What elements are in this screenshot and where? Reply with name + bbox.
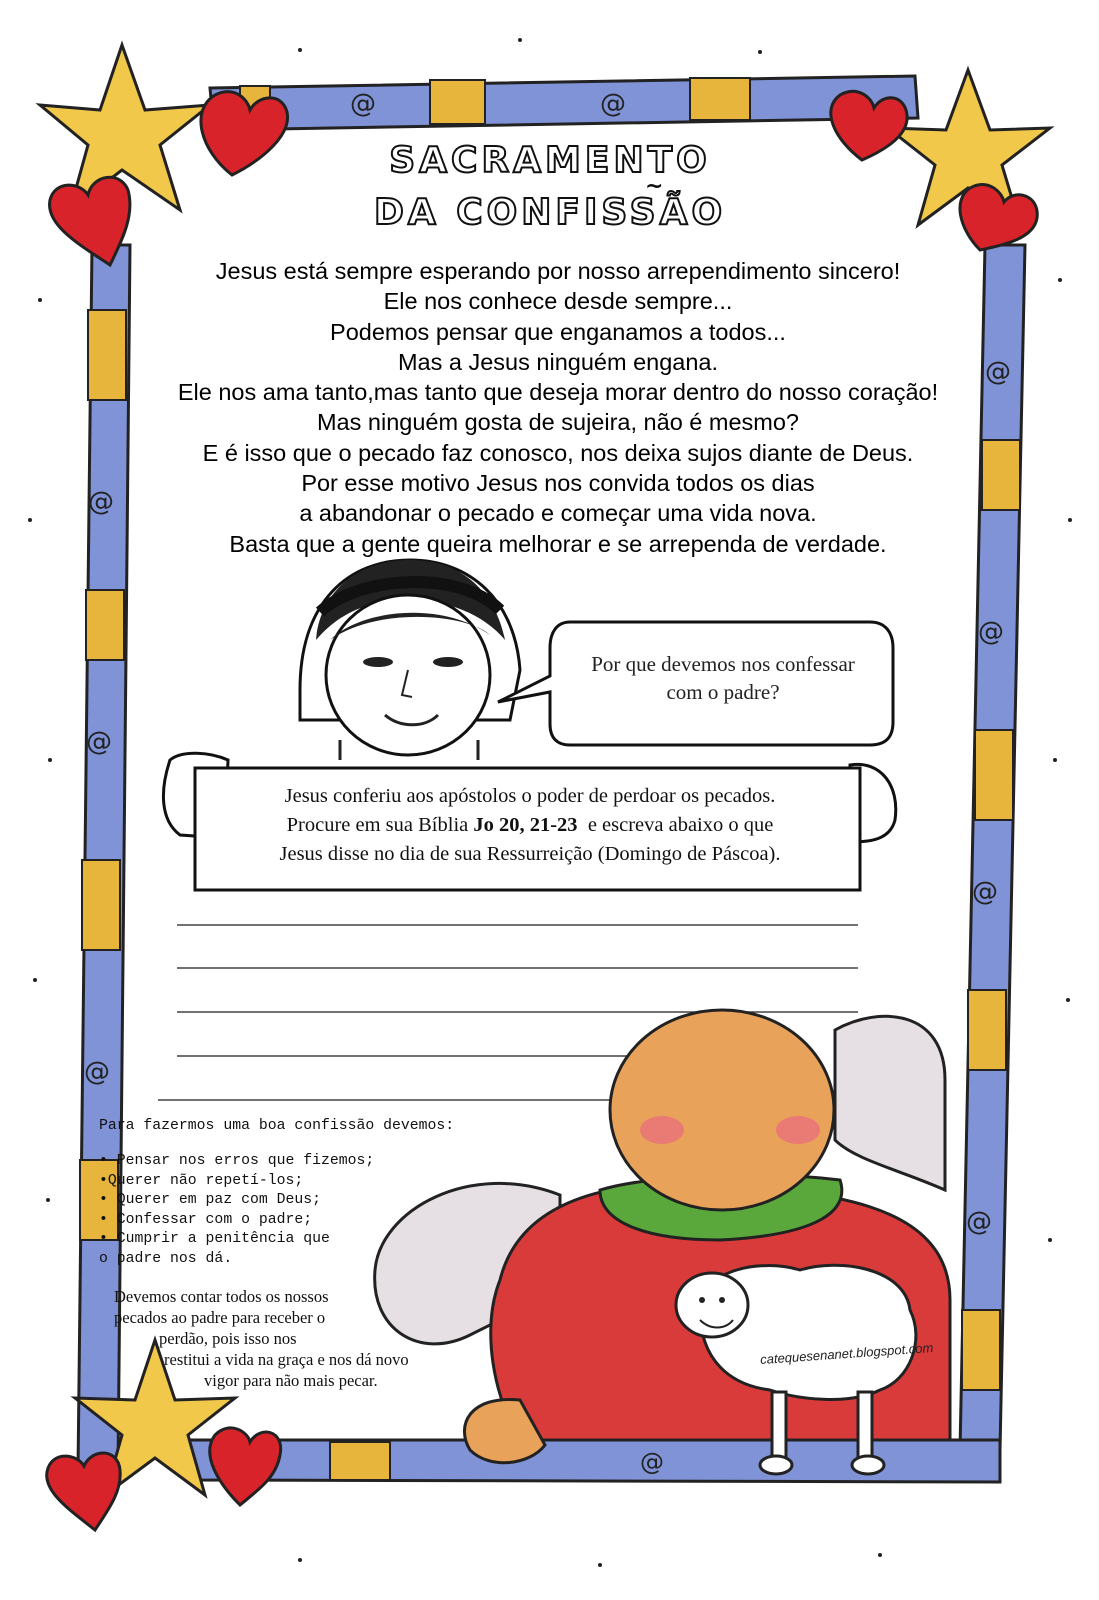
svg-text:@: @	[640, 1448, 664, 1476]
board-line-suffix: e escreva abaixo o que	[577, 814, 774, 836]
svg-text:@: @	[985, 357, 1011, 387]
site-credit: catequesenanet.blogspot.com	[759, 1339, 934, 1368]
list-item: • Cumprir a penitência que	[99, 1231, 330, 1247]
steps-heading: Para fazermos uma boa confissão devemos:	[99, 1118, 455, 1134]
closing-line: restitui a vida na graça e nos dá novo	[164, 1350, 409, 1369]
list-item: • Querer em paz com Deus;	[99, 1192, 321, 1208]
intro-line: a abandonar o pecado e começar uma vida nova.	[299, 500, 817, 527]
heart-top-left-1	[201, 92, 288, 175]
bubble-line: Por que devemos nos confessar	[591, 652, 855, 676]
list-item: o padre nos dá.	[99, 1250, 233, 1267]
svg-text:@: @	[966, 1207, 992, 1237]
board-line	[215, 811, 845, 840]
heart-top-right-1	[831, 91, 907, 160]
board-text	[215, 782, 845, 869]
intro-line: Por esse motivo Jesus nos convida todos os dias	[301, 470, 815, 497]
list-item: • Pensar nos erros que fizemos;	[99, 1153, 375, 1169]
intro-line: E é isso que o pecado faz conosco, nos deixa sujos diante de Deus.	[202, 439, 914, 466]
intro-line: Mas ninguém gosta de sujeira, não é mesmo?	[316, 409, 799, 436]
svg-text:@: @	[86, 727, 112, 757]
heart-bottom-left-1	[47, 1453, 121, 1530]
frame-top	[210, 76, 918, 130]
board-line-prefix: Procure em sua Bíblia	[286, 814, 474, 836]
intro-line: Ele nos conhece desde sempre...	[383, 288, 733, 315]
intro-line: Jesus está sempre esperando por nosso arrependimento sincero!	[215, 258, 901, 284]
intro-line: Podemos pensar que enganamos a todos...	[330, 318, 786, 345]
title-line-2: DA CONFISSÃO	[373, 192, 727, 233]
svg-text:@: @	[88, 487, 114, 517]
heart-bottom-left-2	[210, 1428, 281, 1505]
bubble-line: com o padre?	[666, 680, 780, 704]
list-item: • Confessar com o padre;	[99, 1211, 313, 1228]
board-line: Jesus conferiu aos apóstolos o poder de perdoar os pecados.	[284, 785, 776, 807]
closing-line: Devemos contar todos os nossos	[114, 1287, 329, 1306]
intro-line: Ele nos ama tanto,mas tanto que deseja morar dentro do nosso coração!	[177, 379, 939, 406]
closing-line: pecados ao padre para receber o	[114, 1308, 326, 1327]
svg-text:@: @	[978, 617, 1004, 647]
intro-line: Mas a Jesus ninguém engana.	[397, 348, 719, 375]
title-line-1: SACRAMENTO	[389, 140, 711, 181]
svg-text:@: @	[84, 1057, 110, 1087]
svg-text:@: @	[600, 89, 626, 119]
bible-reference: Jo 20, 21-23	[473, 814, 578, 836]
board-line: Jesus disse no dia de sua Ressurreição (Domingo de Páscoa).	[279, 843, 781, 865]
speech-bubble-text	[562, 650, 884, 706]
closing-line: perdão, pois isso nos	[159, 1329, 297, 1348]
svg-text:@: @	[972, 877, 998, 907]
girl-illustration	[300, 560, 520, 760]
title-tilde-mark: ~	[645, 174, 664, 199]
confession-steps	[99, 1118, 519, 1269]
list-item: •Querer não repetí-los;	[99, 1172, 304, 1189]
intro-text	[118, 256, 998, 559]
closing-line: vigor para não mais pecar.	[204, 1371, 378, 1390]
closing-text	[104, 1286, 464, 1391]
heart-top-right-2	[960, 185, 1037, 250]
intro-line: Basta que a gente queira melhorar e se arrependa de verdade.	[229, 530, 887, 557]
svg-text:@: @	[350, 89, 376, 119]
